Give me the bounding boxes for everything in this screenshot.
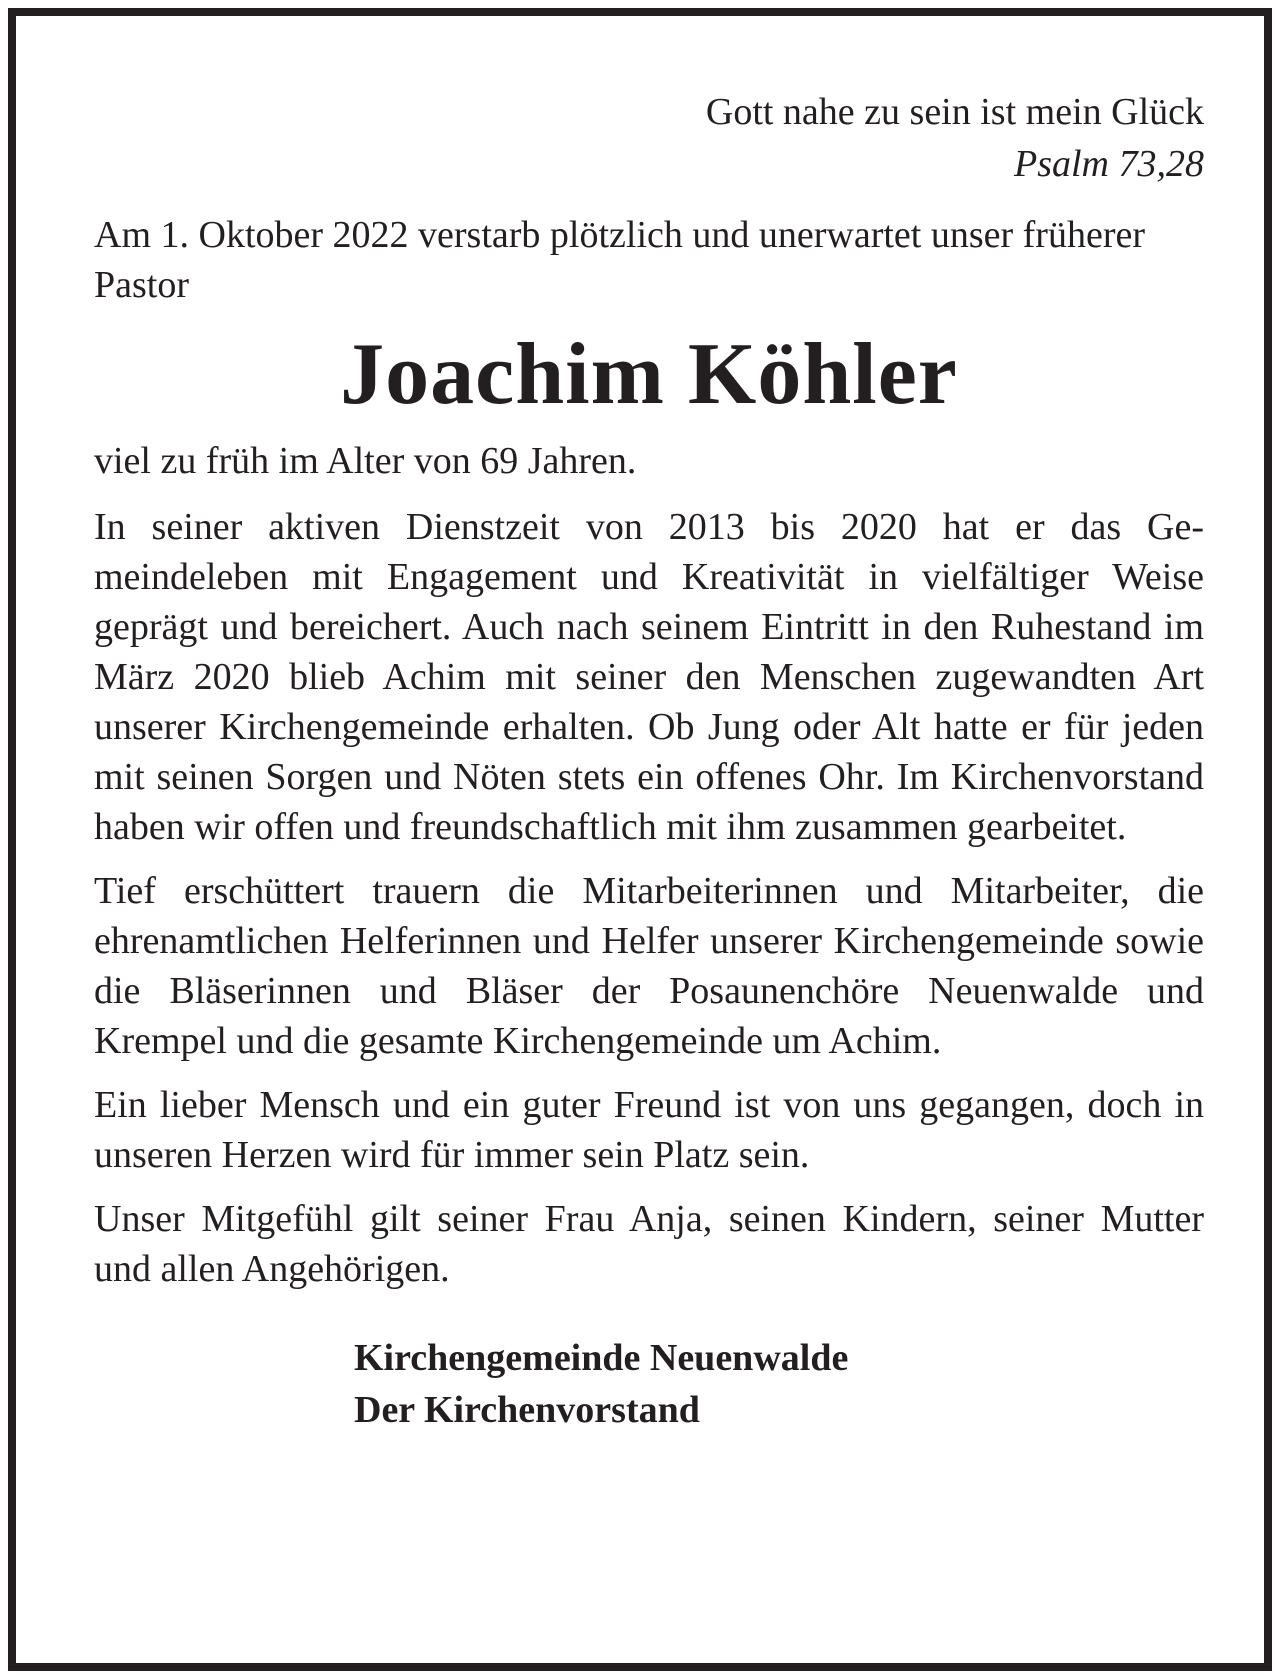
obituary-content xyxy=(94,86,1204,1436)
signature xyxy=(94,1332,1204,1436)
paragraph-farewell: Ein lieber Mensch und ein guter Freund ist von uns gegangen, doch in unseren Herzen wird für immer sein Platz sein. xyxy=(94,1084,1204,1176)
verse-reference: Psalm 73,28 xyxy=(1014,143,1204,185)
paragraph-mourners: Tief erschüttert trauern die Mitarbeiterinnen und Mitarbeiter, die ehrenamtlichen Helferinnen und Helfer unserer Kirchengemeinde sowie die Bläserinnen und Bläser der Posaunenchöre Neuenwalde und Krempel und die gesamte Kirchengemeinde um Achim. xyxy=(94,870,1204,1062)
intro-text: Am 1. Oktober 2022 verstarb plötzlich und unerwartet unser früherer Pastor xyxy=(94,214,1145,306)
obituary-frame xyxy=(8,8,1272,1671)
signature-parish: Kirchengemeinde Neuenwalde xyxy=(354,1337,849,1379)
paragraph-service: In seiner aktiven Dienstzeit von 2013 bis 2020 hat er das Gemeindeleben mit Engagement und Kreativität in vielfältiger Weise geprägt und bereichert. Auch nach seinem Eintritt in den Ruhestand im März 2020 blieb Achim mit seiner den Menschen zugewandten Art unserer Kirchengemeinde erhalten. Ob Jung oder Alt hatte er für jeden mit seinen Sorgen und Nöten stets ein offenes Ohr. Im Kirchenvorstand haben wir offen und freundschaftlich mit ihm zusammen gearbeitet. xyxy=(94,506,1204,848)
deceased-name: Joachim Köhler xyxy=(340,326,958,423)
age-line: viel zu früh im Alter von 69 Jahren. xyxy=(94,440,637,482)
bible-verse xyxy=(94,86,1204,190)
paragraph-condolence: Unser Mitgefühl gilt seiner Frau Anja, seinen Kindern, seiner Mutter und allen Angehörigen. xyxy=(94,1198,1204,1290)
signature-board: Der Kirchenvorstand xyxy=(354,1389,700,1431)
verse-quote: Gott nahe zu sein ist mein Glück xyxy=(705,91,1204,133)
